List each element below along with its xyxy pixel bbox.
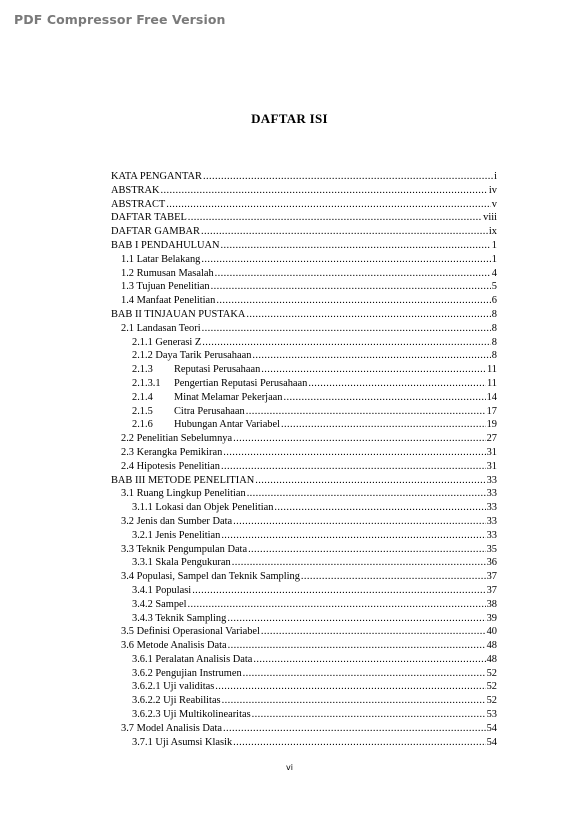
- dot-leader: [261, 625, 486, 639]
- dot-leader: [233, 736, 485, 750]
- toc-entry[interactable]: [111, 225, 497, 239]
- toc-entry-page: v: [491, 198, 497, 210]
- dot-leader: [222, 694, 486, 708]
- dot-leader: [253, 653, 485, 667]
- toc-entry-label: [121, 543, 247, 557]
- toc-entry-text: 3.1.1 Lokasi dan Objek Penelitian: [132, 502, 274, 514]
- dot-leader: [233, 515, 486, 529]
- toc-entry-text: 3.4.3 Teknik Sampling: [132, 612, 227, 624]
- toc-entry-label: [121, 570, 300, 584]
- toc-entry-text: 3.1 Ruang Lingkup Penelitian: [121, 488, 246, 500]
- toc-entry-label: [132, 653, 252, 667]
- dot-leader: [246, 405, 486, 419]
- toc-entry-page: 33: [486, 502, 497, 514]
- toc-entry-page: 33: [486, 474, 497, 486]
- dot-leader: [202, 322, 491, 336]
- dot-leader: [221, 529, 485, 543]
- toc-entry-page: viii: [483, 212, 497, 224]
- dot-leader: [221, 239, 491, 253]
- dot-leader: [243, 667, 486, 681]
- toc-entry-page: 6: [491, 295, 497, 307]
- toc-entry[interactable]: [111, 308, 497, 322]
- dot-leader: [188, 211, 482, 225]
- toc-entry-page: 4: [491, 267, 497, 279]
- toc-entry[interactable]: [111, 198, 497, 212]
- toc-entry-label: [121, 515, 232, 529]
- toc-entry-label: [111, 198, 165, 212]
- dot-leader: [161, 184, 488, 198]
- toc-entry-text: 1.4 Manfaat Penelitian: [121, 295, 216, 307]
- dot-leader: [261, 363, 486, 377]
- toc-entry-label: [132, 667, 242, 681]
- toc-entry-number: 2.1.4: [132, 391, 153, 403]
- dot-leader: [221, 460, 486, 474]
- toc-entry-label: [111, 308, 245, 322]
- dot-leader: [252, 708, 486, 722]
- toc-entry[interactable]: [111, 418, 497, 432]
- toc-entry-text: Citra Perusahaan: [174, 405, 245, 417]
- dot-leader: [246, 308, 490, 322]
- toc-entry-label: [121, 294, 215, 308]
- toc-entry-text: DAFTAR TABEL: [111, 212, 187, 224]
- toc-entry-label: [121, 625, 260, 639]
- toc-entry-page: 54: [486, 722, 497, 734]
- toc-entry-label: [121, 639, 227, 653]
- page-number: vi: [286, 763, 293, 772]
- toc-entry-number: 2.1.5: [132, 405, 153, 417]
- toc-entry-label: [121, 460, 220, 474]
- toc-entry[interactable]: [111, 363, 497, 377]
- toc-entry[interactable]: [111, 515, 497, 529]
- toc-entry-number: 2.1.3.1: [132, 377, 161, 389]
- toc-entry-text: DAFTAR GAMBAR: [111, 226, 200, 238]
- toc-entry[interactable]: [111, 184, 497, 198]
- toc-entry[interactable]: [111, 625, 497, 639]
- dot-leader: [281, 418, 486, 432]
- toc-entry-text: Hubungan Antar Variabel: [174, 419, 280, 431]
- toc-entry-text: 2.1.2 Daya Tarik Perusahaan: [132, 350, 252, 362]
- toc-entry-page: 8: [491, 322, 497, 334]
- dot-leader: [203, 170, 493, 184]
- toc-entry[interactable]: [111, 336, 497, 350]
- toc-entry-label: [132, 584, 191, 598]
- toc-entry-page: 31: [486, 446, 497, 458]
- toc-entry-label: [111, 170, 202, 184]
- toc-entry-text: 1.3 Tujuan Penelitian: [121, 281, 210, 293]
- toc-entry-text: Reputasi Perusahaan: [174, 364, 261, 376]
- toc-entry-page: 1: [491, 239, 497, 251]
- toc-entry[interactable]: [111, 667, 497, 681]
- dot-leader: [248, 543, 486, 557]
- dot-leader: [215, 680, 485, 694]
- toc-entry-page: 52: [486, 681, 497, 693]
- toc-entry-page: 8: [491, 350, 497, 362]
- toc-entry[interactable]: [111, 543, 497, 557]
- dot-leader: [233, 432, 486, 446]
- toc-entry-text: 3.2.1 Jenis Penelitian: [132, 529, 221, 541]
- page-title: DAFTAR ISI: [251, 111, 328, 126]
- toc-entry-text: 3.5 Definisi Operasional Variabel: [121, 626, 260, 638]
- dot-leader: [202, 336, 491, 350]
- toc-entry-page: 52: [486, 695, 497, 707]
- toc-entry-text: 2.3 Kerangka Pemikiran: [121, 446, 223, 458]
- toc-entry-label: [132, 529, 220, 543]
- toc-entry-label: [111, 239, 220, 253]
- toc-entry[interactable]: [111, 446, 497, 460]
- toc-entry-page: 35: [486, 543, 497, 555]
- dot-leader: [166, 198, 491, 212]
- toc-entry-page: 8: [491, 336, 497, 348]
- dot-leader: [232, 556, 486, 570]
- toc-entry-text: BAB II TINJAUAN PUSTAKA: [111, 308, 246, 320]
- toc-entry-page: 11: [486, 364, 497, 376]
- toc-entry-text: 3.2 Jenis dan Sumber Data: [121, 515, 233, 527]
- toc-entry-text: BAB III METODE PENELITIAN: [111, 474, 255, 486]
- toc-entry-label: [121, 487, 246, 501]
- dot-leader: [252, 349, 490, 363]
- toc-entry[interactable]: [111, 708, 497, 722]
- toc-entry[interactable]: [111, 639, 497, 653]
- toc-entry-page: 17: [486, 405, 497, 417]
- toc-entry[interactable]: [111, 501, 497, 515]
- table-of-contents: [111, 170, 497, 749]
- toc-entry-text: 3.6.2.1 Uji validitas: [132, 681, 215, 693]
- toc-entry[interactable]: [111, 680, 497, 694]
- toc-entry-label: [111, 211, 187, 225]
- toc-entry[interactable]: [111, 694, 497, 708]
- toc-entry-number: 2.1.3: [132, 364, 153, 376]
- toc-entry-page: 37: [486, 584, 497, 596]
- toc-entry[interactable]: [111, 280, 497, 294]
- toc-entry-label: [132, 336, 201, 350]
- toc-entry-page: 40: [486, 626, 497, 638]
- dot-leader: [211, 280, 491, 294]
- toc-entry-label: [121, 722, 222, 736]
- toc-entry-text: 3.6.2.2 Uji Reabilitas: [132, 695, 221, 707]
- toc-entry[interactable]: [111, 722, 497, 736]
- toc-entry-text: 2.4 Hipotesis Penelitian: [121, 460, 220, 472]
- dot-leader: [227, 612, 485, 626]
- dot-leader: [223, 722, 486, 736]
- dot-leader: [215, 267, 491, 281]
- toc-entry-text: KATA PENGANTAR: [111, 171, 202, 182]
- toc-entry-label: [132, 680, 214, 694]
- toc-entry-text: 3.4.2 Sampel: [132, 598, 187, 610]
- toc-entry[interactable]: [111, 377, 497, 391]
- dot-leader: [216, 294, 490, 308]
- toc-entry[interactable]: [111, 349, 497, 363]
- toc-entry-text: 3.4 Populasi, Sampel dan Teknik Sampling: [121, 571, 300, 583]
- dot-leader: [247, 487, 486, 501]
- dot-leader: [255, 474, 485, 488]
- toc-entry-page: 31: [486, 460, 497, 472]
- toc-entry-page: 5: [491, 281, 497, 293]
- toc-entry-label: [121, 322, 201, 336]
- dot-leader: [228, 639, 486, 653]
- toc-entry-text: Minat Melamar Pekerjaan: [174, 391, 283, 403]
- toc-entry-label: [132, 736, 232, 750]
- toc-entry-label: [132, 556, 231, 570]
- dot-leader: [192, 584, 485, 598]
- toc-entry-text: 2.1.1 Generasi Z: [132, 336, 202, 348]
- toc-entry-text: 3.6.2 Pengujian Instrumen: [132, 667, 242, 679]
- toc-entry-text: 3.6.2.3 Uji Multikolinearitas: [132, 709, 251, 721]
- dot-leader: [201, 253, 490, 267]
- toc-entry-label: [111, 474, 254, 488]
- toc-entry-label: [121, 280, 210, 294]
- dot-leader: [274, 501, 485, 515]
- toc-entry-label: [132, 349, 251, 363]
- toc-entry-label: [132, 708, 251, 722]
- toc-entry-text: 3.7 Model Analisis Data: [121, 722, 223, 734]
- toc-entry-text: ABSTRAK: [111, 184, 160, 196]
- toc-entry-label: [132, 405, 245, 419]
- toc-entry-page: 14: [486, 391, 497, 403]
- toc-entry-label: [121, 253, 200, 267]
- toc-entry-page: 19: [486, 419, 497, 431]
- toc-entry[interactable]: [111, 487, 497, 501]
- toc-entry[interactable]: [111, 211, 497, 225]
- toc-entry-label: [121, 446, 222, 460]
- toc-entry-page: 37: [486, 571, 497, 583]
- toc-entry-page: 27: [486, 433, 497, 445]
- toc-entry-page: 39: [486, 612, 497, 624]
- toc-entry[interactable]: [111, 584, 497, 598]
- toc-entry[interactable]: [111, 529, 497, 543]
- toc-entry[interactable]: [111, 460, 497, 474]
- dot-leader: [283, 391, 485, 405]
- toc-entry-page: 8: [491, 308, 497, 320]
- toc-entry[interactable]: [111, 391, 497, 405]
- toc-entry-page: 54: [486, 736, 497, 748]
- toc-entry-label: [132, 377, 307, 391]
- toc-entry-text: 2.1 Landasan Teori: [121, 322, 201, 334]
- toc-entry-text: ABSTRACT: [111, 198, 166, 210]
- toc-entry-text: 3.3.1 Skala Pengukuran: [132, 557, 231, 569]
- toc-entry-text: 3.4.1 Populasi: [132, 584, 192, 596]
- dot-leader: [301, 570, 486, 584]
- toc-entry-text: 3.3 Teknik Pengumpulan Data: [121, 543, 248, 555]
- toc-entry-page: 48: [486, 640, 497, 652]
- dot-leader: [188, 598, 486, 612]
- toc-entry-label: [132, 612, 226, 626]
- dot-leader: [223, 446, 485, 460]
- toc-entry-text: BAB I PENDAHULUAN: [111, 239, 220, 251]
- toc-entry[interactable]: [111, 239, 497, 253]
- toc-entry[interactable]: [111, 405, 497, 419]
- toc-entry-text: 2.2 Penelitian Sebelumnya: [121, 433, 233, 445]
- watermark: PDF Compressor Free Version: [14, 12, 226, 27]
- toc-entry-label: [132, 363, 260, 377]
- toc-entry-text: 3.6.1 Peralatan Analisis Data: [132, 653, 253, 665]
- toc-entry-label: [111, 225, 200, 239]
- toc-entry[interactable]: [111, 267, 497, 281]
- toc-entry[interactable]: [111, 322, 497, 336]
- toc-entry[interactable]: [111, 294, 497, 308]
- toc-entry-label: [132, 391, 282, 405]
- toc-entry-page: 1: [491, 253, 497, 265]
- toc-entry-label: [132, 598, 187, 612]
- toc-entry-text: 1.1 Latar Belakang: [121, 253, 201, 265]
- toc-entry-text: Pengertian Reputasi Perusahaan: [174, 377, 308, 389]
- toc-entry-text: 1.2 Rumusan Masalah: [121, 267, 214, 279]
- toc-entry[interactable]: [111, 253, 497, 267]
- toc-entry-page: 33: [486, 488, 497, 500]
- toc-entry[interactable]: [111, 612, 497, 626]
- toc-entry[interactable]: [111, 170, 497, 184]
- toc-entry-label: [121, 432, 232, 446]
- toc-entry[interactable]: [111, 570, 497, 584]
- toc-entry-label: [132, 694, 221, 708]
- toc-entry-page: iv: [488, 184, 497, 196]
- toc-entry-page: 36: [486, 557, 497, 569]
- dot-leader: [308, 377, 486, 391]
- toc-entry-text: 3.6 Metode Analisis Data: [121, 640, 227, 652]
- toc-entry-page: 38: [486, 598, 497, 610]
- toc-entry-text: 3.7.1 Uji Asumsi Klasik: [132, 736, 233, 748]
- toc-entry-page: 33: [486, 515, 497, 527]
- toc-entry-label: [132, 418, 280, 432]
- toc-entry-page: 11: [486, 377, 497, 389]
- toc-entry[interactable]: [111, 736, 497, 750]
- toc-entry-page: 48: [486, 653, 497, 665]
- toc-entry[interactable]: [111, 474, 497, 488]
- toc-entry-label: [132, 501, 273, 515]
- toc-entry-label: [111, 184, 160, 198]
- toc-entry-page: ix: [488, 226, 497, 238]
- toc-entry-page: 53: [486, 709, 497, 721]
- toc-entry[interactable]: [111, 432, 497, 446]
- toc-entry-number: 2.1.6: [132, 419, 153, 431]
- toc-entry-label: [121, 267, 214, 281]
- toc-entry[interactable]: [111, 598, 497, 612]
- toc-entry[interactable]: [111, 653, 497, 667]
- toc-entry-page: 52: [486, 667, 497, 679]
- toc-entry-page: i: [494, 171, 497, 182]
- dot-leader: [201, 225, 488, 239]
- toc-entry-page: 33: [486, 529, 497, 541]
- toc-entry[interactable]: [111, 556, 497, 570]
